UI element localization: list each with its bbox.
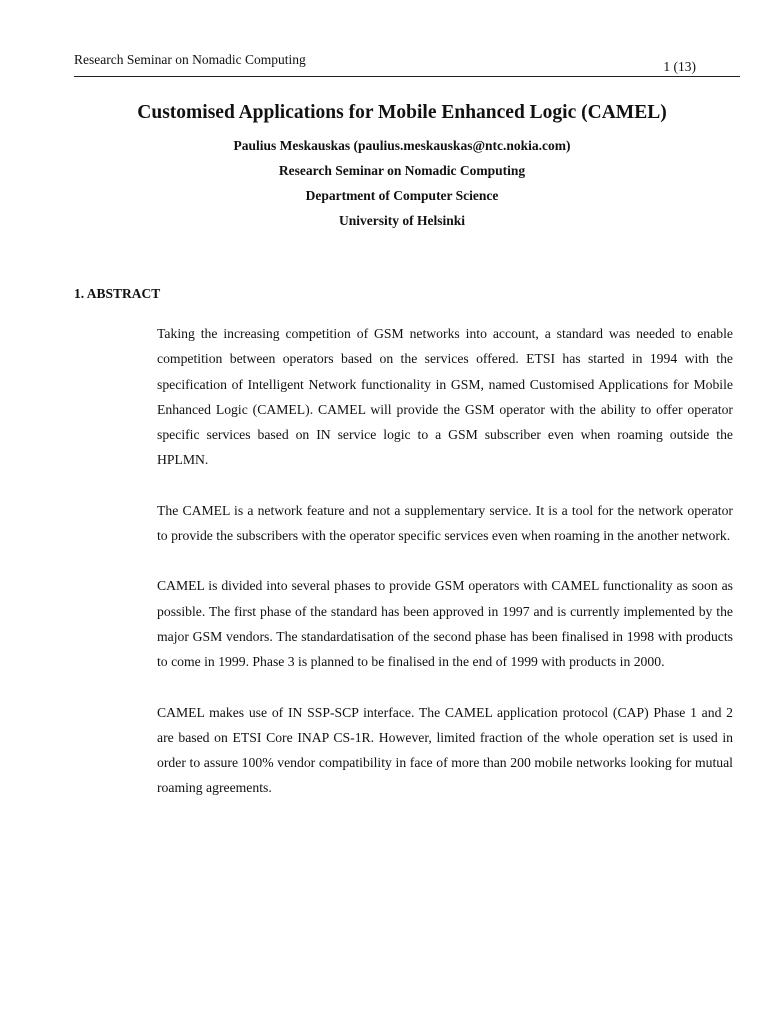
- document-title: Customised Applications for Mobile Enhanced Logic (CAMEL): [137, 102, 667, 123]
- abstract-paragraph: The CAMEL is a network feature and not a supplementary service. It is a tool for the network operator to provide the subscribers with the operator specific services even when roaming in the another network.: [157, 502, 733, 544]
- abstract-body: [157, 321, 733, 826]
- abstract-paragraph: CAMEL makes use of IN SSP-SCP interface. The CAMEL application protocol (CAP) Phase 1 and 2 are based on ETSI Core INAP CS-1R. However, limited fraction of the whole operation set is used in order to assure 100% vendor compatibility in face of more than 200 mobile networks looking for mutual roaming agreements.: [157, 704, 733, 796]
- abstract-paragraph: Taking the increasing competition of GSM networks into account, a standard was needed to enable competition between operators based on the services offered. ETSI has started in 1994 with the specification of Intelligent Network functionality in GSM, named Customised Applications for Mobile Enhanced Logic (CAMEL). CAMEL will provide the GSM operator with the ability to offer operator specific services based on IN service logic to a GSM subscriber even when roaming outside the HPLMN.: [157, 326, 733, 468]
- university-line: University of Helsinki: [338, 213, 465, 228]
- author-line: Paulius Meskauskas (paulius.meskauskas@ntc.nokia.com): [233, 138, 571, 153]
- running-header: [74, 52, 740, 77]
- event-line: Research Seminar on Nomadic Computing: [278, 163, 526, 178]
- running-header-title: Research Seminar on Nomadic Computing: [74, 52, 306, 67]
- page-number: 1 (13): [663, 59, 696, 74]
- title-block: [0, 100, 768, 233]
- abstract-paragraph: CAMEL is divided into several phases to provide GSM operators with CAMEL functionality as soon as possible. The first phase of the standard has been approved in 1997 and is currently implemented by the major GSM vendors. The standardatisation of the second phase has been finalised in 1998 with products to come in 1999. Phase 3 is planned to be finalised in the end of 1999 with products in 2000.: [157, 578, 733, 670]
- section-heading-abstract: 1. ABSTRACT: [74, 286, 161, 301]
- department-line: Department of Computer Science: [305, 188, 499, 203]
